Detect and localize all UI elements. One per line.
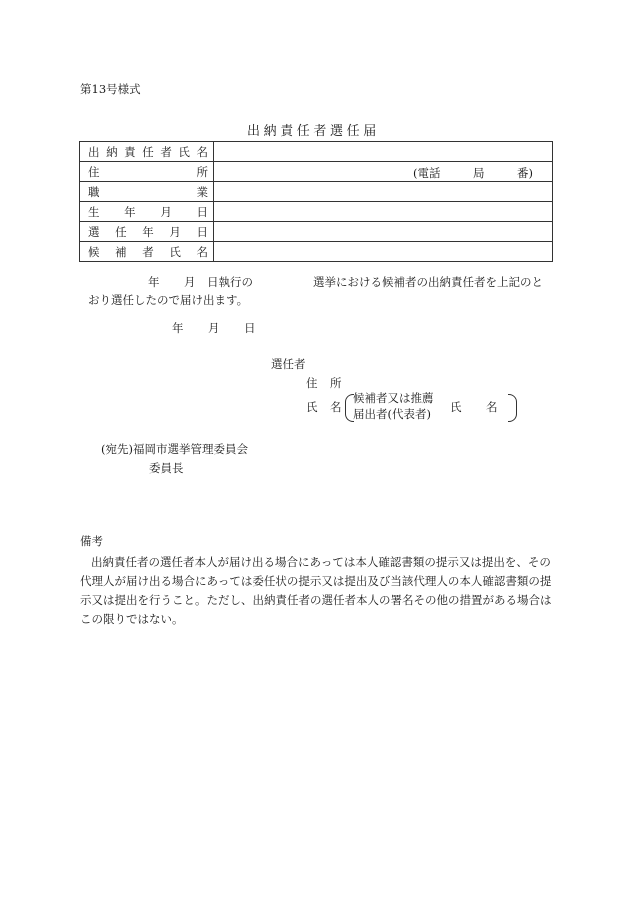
form-number: 第13号様式	[80, 82, 141, 96]
page-title: 出納責任者選任届	[247, 124, 380, 139]
table-row	[80, 222, 553, 242]
bracket-right	[508, 394, 517, 422]
notes-heading: 備考	[80, 534, 103, 548]
table-row	[80, 182, 553, 202]
table-row	[80, 142, 553, 162]
addressee-line1: (宛先)福岡市選挙管理委員会	[101, 442, 248, 456]
statement-line2: おり選任したので届け出ます。	[88, 293, 249, 307]
notes-body: 出納責任者の選任者本人が届け出る場合にあっては本人確認書類の提示又は提出を、その代理人が届け出る場合にあっては委任状の提示又は提出及び当該代理人の本人確認書類の提示又は提出を行うこと。ただし、出納責任者の選任者本人の署名その他の措置がある場合はこの限りではない。	[80, 555, 552, 626]
phone-field: (電話 局 番)	[413, 166, 533, 180]
table-row	[80, 242, 553, 262]
birthdate-label: 生 年 月 日	[80, 202, 214, 222]
appointer-heading: 選任者	[271, 357, 306, 371]
date-year: 年	[172, 321, 184, 335]
occupation-label: 職 業	[80, 182, 214, 202]
bracket-line1: 候補者又は推薦	[353, 391, 434, 405]
candidate-name-label: 候 補 者 氏 名	[80, 242, 214, 262]
treasurer-name-label: 出 納 責 任 者 氏 名	[80, 142, 214, 162]
address-field[interactable]	[214, 162, 553, 182]
date-month: 月	[208, 321, 220, 335]
statement-year: 年	[148, 275, 160, 289]
candidate-name-field[interactable]	[214, 242, 553, 262]
form-table	[79, 141, 553, 262]
statement-election: 選挙における候補者の出納責任者を上記のと	[313, 275, 543, 289]
appointer-address-label-2: 所	[330, 376, 342, 390]
bracket-line2: 届出者(代表者)	[353, 407, 431, 421]
statement-month: 月	[184, 275, 196, 289]
appointer-address-label-1: 住	[306, 376, 318, 390]
occupation-field[interactable]	[214, 182, 553, 202]
appointer-name-field-1: 氏	[450, 400, 462, 414]
treasurer-name-field[interactable]	[214, 142, 553, 162]
birthdate-field[interactable]	[214, 202, 553, 222]
addressee-line2: 委員長	[149, 461, 184, 475]
table-row	[80, 202, 553, 222]
address-label: 住 所	[80, 162, 214, 182]
appointer-name-label-2: 名	[330, 400, 342, 414]
table-row	[80, 162, 553, 182]
appointment-date-label: 選 任 年 月 日	[80, 222, 214, 242]
appointment-date-field[interactable]	[214, 222, 553, 242]
date-day: 日	[244, 321, 256, 335]
statement-day-held: 日執行の	[207, 275, 253, 289]
appointer-name-field-2: 名	[486, 400, 498, 414]
appointer-name-label-1: 氏	[306, 400, 318, 414]
